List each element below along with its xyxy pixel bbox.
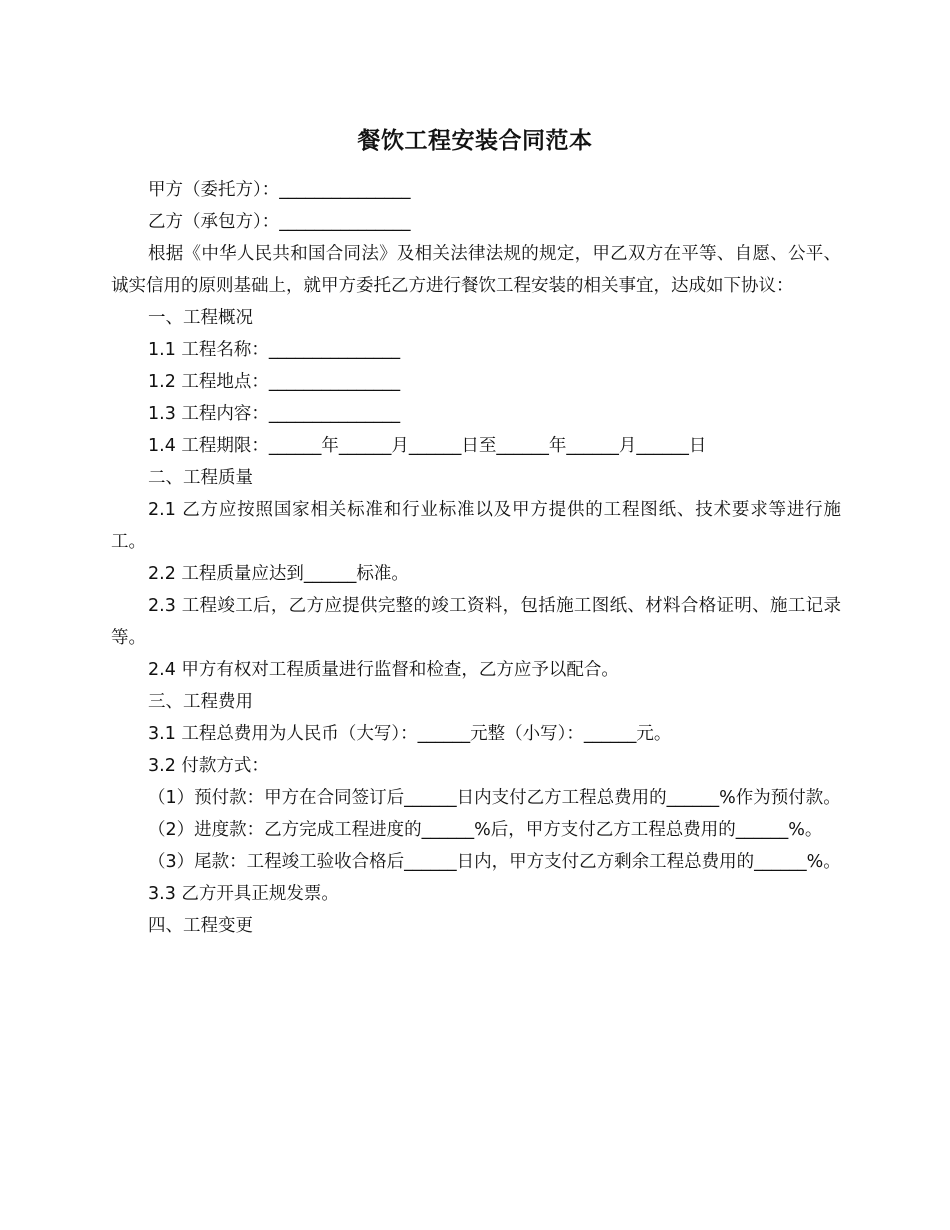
payment-item-3: （3）尾款：工程竣工验收合格后______日内，甲方支付乙方剩余工程总费用的______%。	[148, 852, 841, 872]
clause-1-2: 1.2 工程地点：_______________	[148, 372, 401, 392]
section-heading-2: 二、工程质量	[148, 468, 253, 488]
clause-3-3: 3.3 乙方开具正规发票。	[148, 884, 339, 904]
document-title: 餐饮工程安装合同范本	[357, 128, 593, 154]
party-a-line: 甲方（委托方）：_______________	[148, 180, 411, 200]
clause-2-3: 2.3 工程竣工后，乙方应提供完整的竣工资料，包括施工图纸、材料合格证明、施工记录等。	[111, 596, 841, 648]
party-b-line: 乙方（承包方）：_______________	[148, 212, 411, 232]
clause-3-2: 3.2 付款方式：	[148, 756, 269, 776]
clause-1-1: 1.1 工程名称：_______________	[148, 340, 401, 360]
section-heading-4: 四、工程变更	[148, 916, 253, 936]
document-body	[111, 174, 841, 942]
clause-2-4: 2.4 甲方有权对工程质量进行监督和检查，乙方应予以配合。	[148, 660, 619, 680]
clause-2-2: 2.2 工程质量应达到______标准。	[148, 564, 409, 584]
payment-item-2: （2）进度款：乙方完成工程进度的______%后，甲方支付乙方工程总费用的______%。	[148, 820, 823, 840]
clause-3-1: 3.1 工程总费用为人民币（大写）：______元整（小写）：______元。	[148, 724, 672, 744]
clause-1-3: 1.3 工程内容：_______________	[148, 404, 401, 424]
clause-1-4: 1.4 工程期限：______年______月______日至______年______月______日	[148, 436, 707, 456]
payment-item-1: （1）预付款：甲方在合同签订后______日内支付乙方工程总费用的______%作为预付款。	[148, 788, 841, 808]
preamble-paragraph: 根据《中华人民共和国合同法》及相关法律法规的规定，甲乙双方在平等、自愿、公平、诚实信用的原则基础上，就甲方委托乙方进行餐饮工程安装的相关事宜，达成如下协议：	[111, 244, 841, 296]
clause-2-1: 2.1 乙方应按照国家相关标准和行业标准以及甲方提供的工程图纸、技术要求等进行施工。	[111, 500, 841, 552]
section-heading-1: 一、工程概况	[148, 308, 253, 328]
section-heading-3: 三、工程费用	[148, 692, 253, 712]
